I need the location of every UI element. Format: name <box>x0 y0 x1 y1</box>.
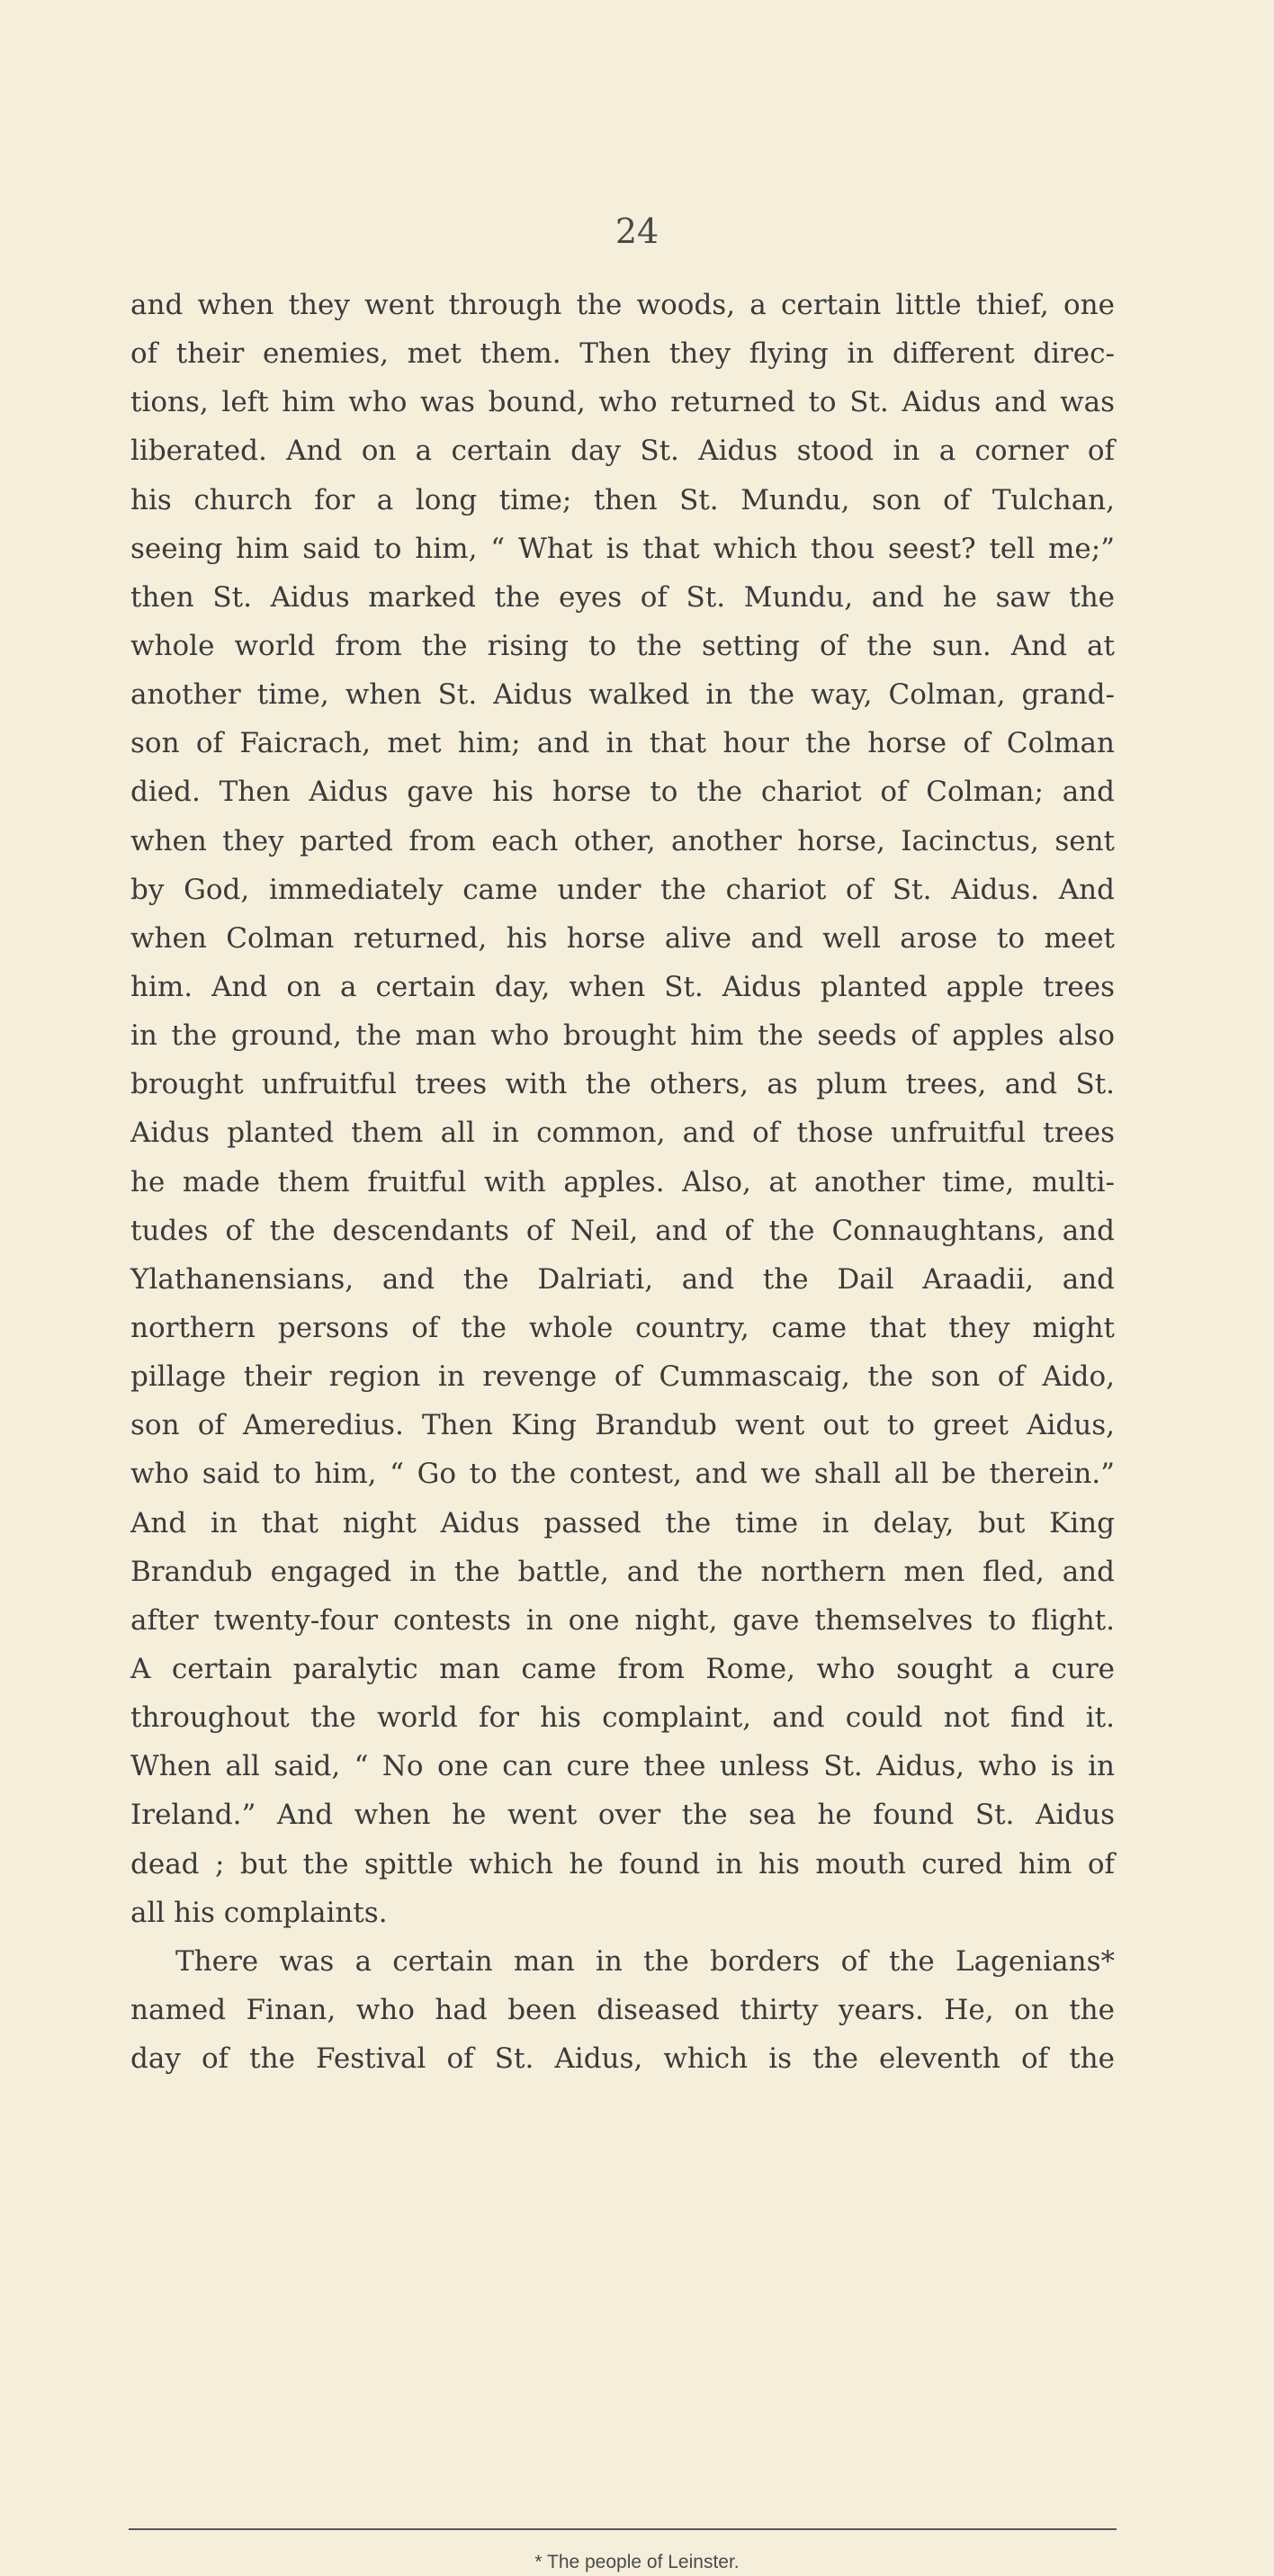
text-line: seeing him said to him, “ What is that which thou seest? tell me;” <box>130 532 1115 565</box>
text-line: Aidus planted them all in common, and of those unfruitful trees <box>130 1117 1115 1150</box>
text-line: tudes of the descendants of Neil, and of the Connaughtans, and <box>130 1214 1115 1247</box>
text-line: by God, immediately came under the chariot of St. Aidus. And <box>130 873 1115 906</box>
footnote: * The people of Leinster. <box>534 2552 740 2572</box>
text-line: whole world from the rising to the setting of the sun. And at <box>130 629 1115 662</box>
text-line: Ylathanensians, and the Dalriati, and the Dail Araadii, and <box>130 1262 1115 1296</box>
text-line: Ireland.” And when he went over the sea he found St. Aidus <box>130 1799 1115 1832</box>
text-line: then St. Aidus marked the eyes of St. Mundu, and he saw the <box>130 580 1115 614</box>
text-line: Brandub engaged in the battle, and the northern men fled, and <box>130 1555 1115 1588</box>
text-line: another time, when St. Aidus walked in the way, Colman, grand- <box>130 678 1115 712</box>
footnote-rule <box>129 2528 1117 2530</box>
text-line: day of the Festival of St. Aidus, which is the eleventh of the <box>130 2042 1115 2076</box>
text-line: brought unfruitful trees with the others, as plum trees, and St. <box>130 1068 1115 1101</box>
text-line: named Finan, who had been diseased thirty years. He, on the <box>130 1993 1115 2026</box>
text-line: tions, left him who was bound, who returned to St. Aidus and was <box>130 386 1115 419</box>
text-line: And in that night Aidus passed the time in delay, but King <box>130 1506 1115 1539</box>
text-line: of their enemies, met them. Then they flying in different direc- <box>130 337 1115 371</box>
text-line: and when they went through the woods, a certain little thief, one <box>130 289 1115 321</box>
text-line: A certain paralytic man came from Rome, who sought a cure <box>130 1652 1115 1685</box>
text-line: pillage their region in revenge of Cummascaig, the son of Aido, <box>130 1360 1115 1394</box>
text-line: dead ; but the spittle which he found in his mouth cured him of <box>130 1847 1115 1880</box>
text-line: all his complaints. <box>130 1896 388 1929</box>
text-line: when they parted from each other, another horse, Iacinctus, sent <box>130 824 1115 857</box>
page-number: 24 <box>615 211 659 251</box>
text-line: northern persons of the whole country, came that they might <box>130 1311 1115 1344</box>
text-line: in the ground, the man who brought him the seeds of apples also <box>130 1019 1115 1053</box>
text-line: son of Ameredius. Then King Brandub went out to greet Aidus, <box>130 1409 1115 1442</box>
text-line: When all said, “ No one can cure thee unless St. Aidus, who is in <box>130 1750 1115 1783</box>
text-line: him. And on a certain day, when St. Aidus planted apple trees <box>130 970 1115 1003</box>
text-line: who said to him, “ Go to the contest, and we shall all be therein.” <box>130 1458 1115 1491</box>
text-line: he made them fruitful with apples. Also, at another time, multi- <box>130 1165 1115 1198</box>
text-line: son of Faicrach, met him; and in that hour the horse of Colman <box>130 727 1115 760</box>
text-line: his church for a long time; then St. Mundu, son of Tulchan, <box>130 483 1115 516</box>
text-line: There was a certain man in the borders of the Lagenians* <box>175 1944 1115 1978</box>
body-text <box>130 281 1115 2083</box>
text-line: liberated. And on a certain day St. Aidus stood in a corner of <box>130 435 1115 468</box>
text-line: throughout the world for his complaint, and could not find it. <box>130 1701 1115 1735</box>
text-line: when Colman returned, his horse alive and well arose to meet <box>130 921 1115 955</box>
text-line: after twenty-four contests in one night, gave themselves to flight. <box>130 1603 1115 1637</box>
text-line: died. Then Aidus gave his horse to the chariot of Colman; and <box>130 776 1115 809</box>
